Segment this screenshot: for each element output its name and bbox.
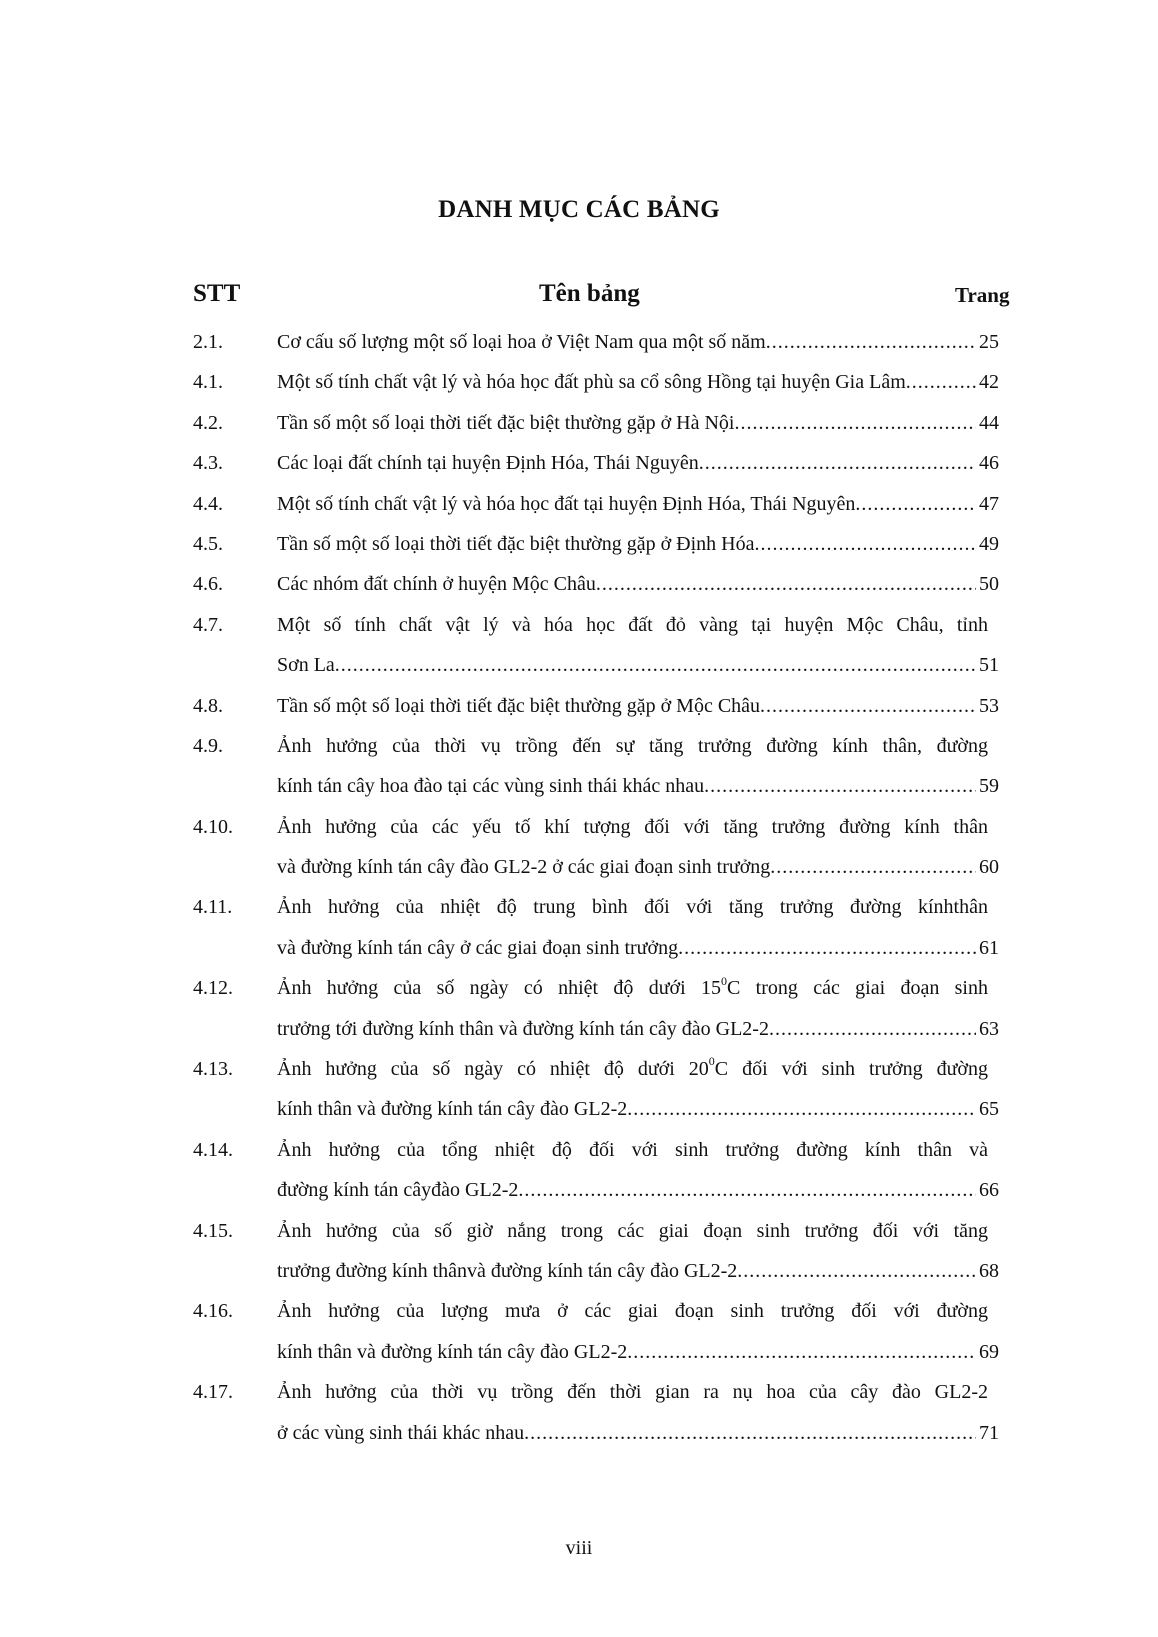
table-entry[interactable] xyxy=(0,1049,1158,1130)
dot-leader xyxy=(627,1089,976,1129)
table-list xyxy=(0,322,1158,1453)
entry-title: trưởng tới đường kính thân và đường kính tán cây đào GL2-2 xyxy=(277,1017,769,1040)
entry-line xyxy=(0,686,1158,726)
entry-line xyxy=(0,726,1158,766)
table-entry[interactable] xyxy=(0,726,1158,807)
entry-title: kính thân và đường kính tán cây đào GL2-2 xyxy=(277,1340,628,1363)
entry-page-number: 61 xyxy=(979,936,999,959)
entry-page-number: 51 xyxy=(979,654,999,677)
entry-number: 4.6. xyxy=(193,573,223,596)
dot-leader xyxy=(596,564,976,604)
entry-line xyxy=(0,1251,1158,1291)
table-entry[interactable] xyxy=(0,564,1158,604)
entry-title: và đường kính tán cây đào GL2-2 ở các giai đoạn sinh trưởng xyxy=(277,856,771,879)
table-entry[interactable] xyxy=(0,362,1158,402)
entry-line xyxy=(0,645,1158,685)
entry-line xyxy=(0,1332,1158,1372)
entry-number: 4.8. xyxy=(193,694,223,717)
entry-line xyxy=(0,1372,1158,1412)
entry-title-line: Ảnh hưởng của thời vụ trồng đến sự tăng trưởng đường kính thân, đường xyxy=(277,734,988,757)
entry-number: 2.1. xyxy=(193,331,223,353)
table-entry[interactable] xyxy=(0,443,1158,483)
entry-title: Cơ cấu số lượng một số loại hoa ở Việt Nam qua một số năm xyxy=(277,331,766,353)
entry-page-number: 25 xyxy=(979,331,999,353)
entry-number: 4.4. xyxy=(193,492,223,515)
entry-title-line: Ảnh hưởng của các yếu tố khí tượng đối với tăng trưởng đường kính thân xyxy=(277,815,988,838)
table-entry[interactable] xyxy=(0,322,1158,362)
dot-leader xyxy=(760,686,976,726)
entry-line xyxy=(0,322,1158,362)
header-table-name: Tên bảng xyxy=(539,280,640,307)
entry-title-line: Ảnh hưởng của lượng mưa ở các giai đoạn sinh trưởng đối với đường xyxy=(277,1300,988,1323)
entry-number: 4.13. xyxy=(193,1058,233,1081)
entry-page-number: 66 xyxy=(979,1179,999,1202)
entry-number: 4.15. xyxy=(193,1219,233,1242)
entry-line xyxy=(0,484,1158,524)
entry-title: Một số tính chất vật lý và hóa học đất phù sa cổ sông Hồng tại huyện Gia Lâm xyxy=(277,371,906,394)
dot-leader xyxy=(699,443,976,483)
entry-title: Các nhóm đất chính ở huyện Mộc Châu xyxy=(277,573,596,596)
dot-leader xyxy=(335,645,976,685)
entry-line xyxy=(0,1009,1158,1049)
entry-line xyxy=(0,564,1158,604)
entry-line xyxy=(0,1291,1158,1331)
entry-page-number: 60 xyxy=(979,856,999,879)
header-page: Trang xyxy=(955,283,1010,307)
entry-page-number: 69 xyxy=(979,1340,999,1363)
dot-leader xyxy=(678,928,976,968)
entry-title: Sơn La xyxy=(277,654,335,677)
entry-line xyxy=(0,1211,1158,1251)
entry-number: 4.9. xyxy=(193,734,223,757)
entry-page-number: 65 xyxy=(979,1098,999,1121)
entry-title: trưởng đường kính thânvà đường kính tán cây đào GL2-2 xyxy=(277,1259,738,1282)
entry-title: Một số tính chất vật lý và hóa học đất tại huyện Định Hóa, Thái Nguyên xyxy=(277,492,856,515)
dot-leader xyxy=(906,362,976,402)
entry-line xyxy=(0,524,1158,564)
table-entry[interactable] xyxy=(0,807,1158,888)
table-entry[interactable] xyxy=(0,484,1158,524)
entry-page-number: 46 xyxy=(979,452,999,475)
entry-title: và đường kính tán cây ở các giai đoạn sinh trưởng xyxy=(277,936,679,959)
table-entry[interactable] xyxy=(0,524,1158,564)
table-entry[interactable] xyxy=(0,1130,1158,1211)
entry-line xyxy=(0,1130,1158,1170)
entry-page-number: 50 xyxy=(979,573,999,596)
table-entry[interactable] xyxy=(0,1291,1158,1372)
entry-line xyxy=(0,1413,1158,1453)
entry-number: 4.10. xyxy=(193,815,233,838)
entry-line xyxy=(0,362,1158,402)
entry-line xyxy=(0,1170,1158,1210)
table-entry[interactable] xyxy=(0,1211,1158,1292)
dot-leader xyxy=(627,1332,976,1372)
entry-number: 4.3. xyxy=(193,452,223,475)
dot-leader xyxy=(769,1009,976,1049)
entry-title: ở các vùng sinh thái khác nhau xyxy=(277,1421,525,1444)
entry-title: Các loại đất chính tại huyện Định Hóa, Thái Nguyên xyxy=(277,452,699,475)
entry-number: 4.12. xyxy=(193,977,233,1000)
entry-number: 4.17. xyxy=(193,1381,233,1404)
entry-line xyxy=(0,807,1158,847)
entry-title-line: Ảnh hưởng của nhiệt độ trung bình đối với tăng trưởng đường kínhthân xyxy=(277,896,988,919)
entry-title: Tần số một số loại thời tiết đặc biệt thường gặp ở Định Hóa xyxy=(277,532,755,555)
entry-line xyxy=(0,403,1158,443)
entry-title-line: Một số tính chất vật lý và hóa học đất đỏ vàng tại huyện Mộc Châu, tỉnh xyxy=(277,613,988,636)
table-entry[interactable] xyxy=(0,403,1158,443)
entry-title-line: Ảnh hưởng của số giờ nắng trong các giai đoạn sinh trưởng đối với tăng xyxy=(277,1219,988,1242)
entry-page-number: 44 xyxy=(979,411,999,434)
entry-title: kính thân và đường kính tán cây đào GL2-2 xyxy=(277,1098,628,1121)
entry-title: kính tán cây hoa đào tại các vùng sinh thái khác nhau xyxy=(277,775,705,798)
entry-line xyxy=(0,847,1158,887)
entry-line xyxy=(0,605,1158,645)
header-stt: STT xyxy=(193,280,241,307)
entry-number: 4.7. xyxy=(193,613,223,636)
entry-page-number: 47 xyxy=(979,492,999,515)
entry-number: 4.5. xyxy=(193,532,223,555)
table-entry[interactable] xyxy=(0,605,1158,686)
entry-number: 4.2. xyxy=(193,411,223,434)
entry-line xyxy=(0,766,1158,806)
dot-leader xyxy=(770,847,976,887)
entry-number: 4.16. xyxy=(193,1300,233,1323)
dot-leader xyxy=(704,766,976,806)
entry-title-line: Ảnh hưởng của số ngày có nhiệt độ dưới $15^0C$ trong các giai đoạn sinh xyxy=(277,973,988,1000)
entry-number: 4.1. xyxy=(193,371,223,394)
entry-line xyxy=(0,443,1158,483)
dot-leader xyxy=(855,484,976,524)
entry-title: Tần số một số loại thời tiết đặc biệt thường gặp ở Hà Nội xyxy=(277,411,735,434)
entry-title-line: Ảnh hưởng của thời vụ trồng đến thời gian ra nụ hoa của cây đào GL2-2 xyxy=(277,1381,988,1404)
entry-number: 4.14. xyxy=(193,1138,233,1161)
entry-page-number: 71 xyxy=(979,1421,999,1444)
page-number: viii xyxy=(565,1537,593,1559)
table-entry[interactable] xyxy=(0,686,1158,726)
page-title: DANH MỤC CÁC BẢNG xyxy=(438,196,720,223)
entry-line xyxy=(0,928,1158,968)
entry-page-number: 59 xyxy=(979,775,999,798)
entry-page-number: 49 xyxy=(979,532,999,555)
entry-page-number: 53 xyxy=(979,694,999,717)
entry-title: đường kính tán câyđào GL2-2 xyxy=(277,1179,519,1202)
entry-line xyxy=(0,1049,1158,1089)
dot-leader xyxy=(737,1251,976,1291)
table-entry[interactable] xyxy=(0,887,1158,968)
dot-leader xyxy=(524,1413,976,1453)
table-entry[interactable] xyxy=(0,1372,1158,1453)
table-entry[interactable] xyxy=(0,968,1158,1049)
dot-leader xyxy=(518,1170,976,1210)
entry-page-number: 63 xyxy=(979,1017,999,1040)
entry-line xyxy=(0,887,1158,927)
entry-line xyxy=(0,968,1158,1008)
entry-page-number: 68 xyxy=(979,1259,999,1282)
entry-title-line: Ảnh hưởng của tổng nhiệt độ đối với sinh trưởng đường kính thân và xyxy=(277,1138,988,1161)
dot-leader xyxy=(766,322,976,362)
entry-number: 4.11. xyxy=(193,896,233,919)
entry-page-number: 42 xyxy=(979,371,999,394)
entry-title: Tần số một số loại thời tiết đặc biệt thường gặp ở Mộc Châu xyxy=(277,694,761,717)
dot-leader xyxy=(755,524,977,564)
entry-title-line: Ảnh hưởng của số ngày có nhiệt độ dưới $20^0C$ đối với sinh trưởng đường xyxy=(277,1054,988,1081)
dot-leader xyxy=(735,403,977,443)
entry-line xyxy=(0,1089,1158,1129)
